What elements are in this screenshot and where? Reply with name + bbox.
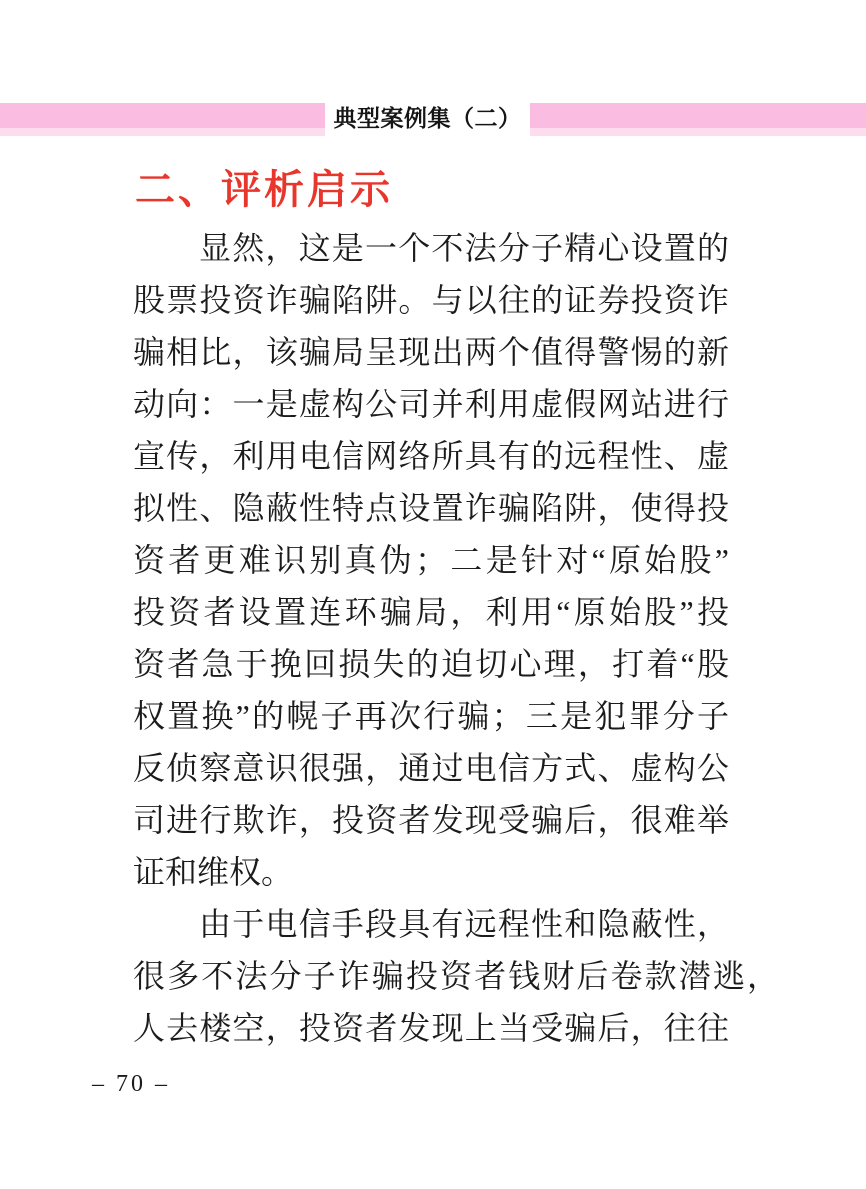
body-line: 由于电信手段具有远程性和隐蔽性，	[199, 906, 729, 942]
body-line: 很多不法分子诈骗投资者钱财后卷款潜逃，	[133, 958, 779, 994]
body-line: 宣传，利用电信网络所具有的远程性、虚	[133, 438, 729, 474]
page-number: – 70 –	[92, 1071, 170, 1097]
body-line: 动向：一是虚构公司并利用虚假网站进行	[133, 386, 729, 422]
header-bar-right	[530, 103, 866, 136]
paragraph-1	[133, 222, 729, 898]
body-line: 资者更难识别真伪；二是针对“原始股”	[133, 542, 729, 578]
body-line: 显然，这是一个不法分子精心设置的	[199, 230, 729, 266]
body-line: 股票投资诈骗陷阱。与以往的证券投资诈	[133, 282, 729, 318]
body-line: 人去楼空，投资者发现上当受骗后，往往	[133, 1010, 729, 1046]
body-line: 资者急于挽回损失的迫切心理，打着“股	[133, 646, 729, 682]
body-line: 投资者设置连环骗局，利用“原始股”投	[133, 594, 729, 630]
body-line: 权置换”的幌子再次行骗；三是犯罪分子	[133, 698, 729, 734]
body-line: 骗相比，该骗局呈现出两个值得警惕的新	[133, 334, 729, 370]
running-head-title: 典型案例集（二）	[333, 106, 522, 131]
header-bar-left	[0, 103, 325, 136]
body-line: 反侦察意识很强，通过电信方式、虚构公	[133, 750, 729, 786]
section-heading: 二、评析启示	[135, 168, 393, 212]
body-line: 司进行欺诈，投资者发现受骗后，很难举	[133, 802, 729, 838]
body-line: 拟性、隐蔽性特点设置诈骗陷阱，使得投	[133, 490, 729, 526]
body-line: 证和维权。	[133, 854, 294, 890]
running-header	[0, 103, 866, 137]
paragraph-2	[133, 898, 779, 1054]
body-text	[133, 222, 779, 1054]
